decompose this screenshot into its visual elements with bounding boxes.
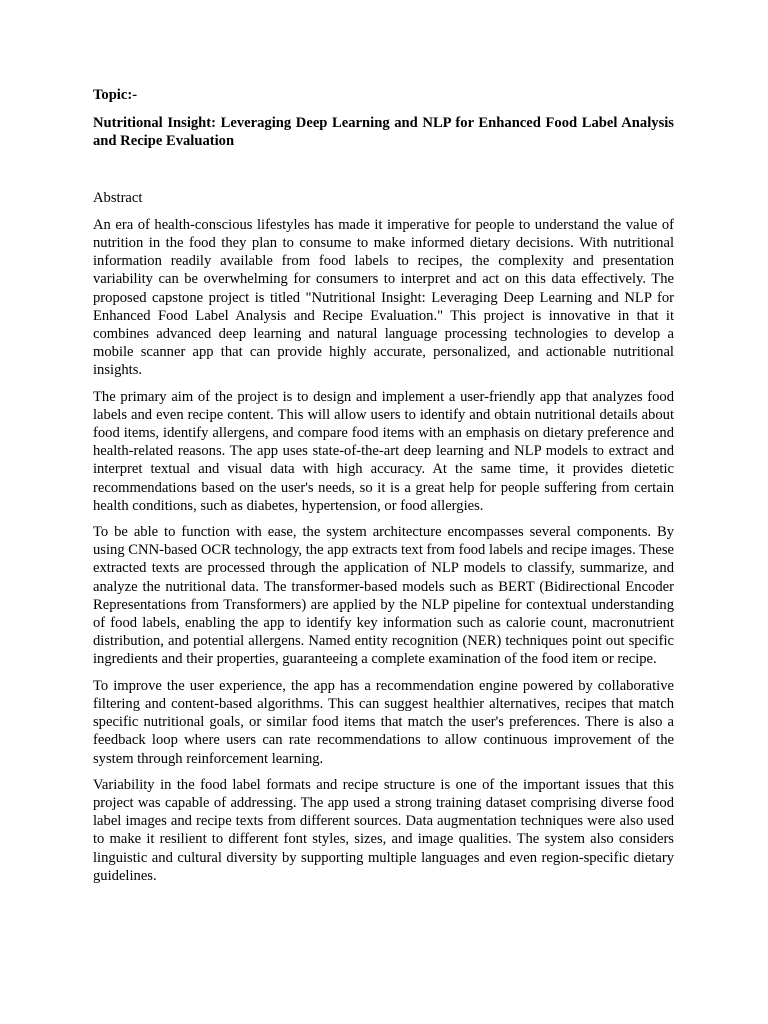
abstract-paragraph-5: Variability in the food label formats and recipe structure is one of the important issues that this project was capable of addressing. The app used a strong training dataset comprising diverse food label images and recipe texts from different sources. Data augmentation techniques were also used to make it resilient to different font styles, sizes, and image qualities. The system also considers linguistic and cultural diversity by supporting multiple languages and even region-specific dietary guidelines. — [93, 776, 674, 884]
abstract-paragraph-2: The primary aim of the project is to design and implement a user-friendly app that analyzes food labels and even recipe content. This will allow users to identify and obtain nutritional details about food items, identify allergens, and compare food items with an emphasis on dietary preference and health-related reasons. The app uses state-of-the-art deep learning and NLP models to extract and interpret textual and visual data with high accuracy. At the same time, it provides dietetic recommendations based on the user's needs, so it is a great help for people suffering from certain health conditions, such as diabetes, hypertension, or food allergies. — [93, 388, 674, 514]
abstract-paragraph-4: To improve the user experience, the app has a recommendation engine powered by collaborative filtering and content-based algorithms. This can suggest healthier alternatives, recipes that match specific nutritional goals, or similar food items that match the user's preferences. There is also a feedback loop where users can rate recommendations to allow continuous improvement of the system through reinforcement learning. — [93, 677, 674, 767]
abstract-paragraph-3: To be able to function with ease, the system architecture encompasses several components. By using CNN-based OCR technology, the app extracts text from food labels and recipe images. These extracted texts are processed through the application of NLP models to classify, summarize, and analyze the nutritional data. The transformer-based models such as BERT (Bidirectional Encoder Representations from Transformers) are applied by the NLP pipeline for contextual understanding of food labels, enabling the app to identify key information such as calorie count, macronutrient distribution, and potential allergens. Named entity recognition (NER) techniques point out specific ingredients and their properties, guaranteeing a complete examination of the food item or recipe. — [93, 524, 674, 668]
document-title: Nutritional Insight: Leveraging Deep Learning and NLP for Enhanced Food Label Analysis and Recipe Evaluation — [93, 115, 674, 150]
document-page — [93, 86, 674, 885]
abstract-heading: Abstract — [93, 189, 143, 206]
topic-label: Topic:- — [93, 87, 138, 103]
abstract-paragraph-1: An era of health-conscious lifestyles has made it imperative for people to understand the value of nutrition in the food they plan to consume to make informed dietary decisions. With nutritional information readily available from food labels to recipes, the complexity and presentation variability can be overwhelming for consumers to interpret and act on this data effectively. The proposed capstone project is titled "Nutritional Insight: Leveraging Deep Learning and NLP for Enhanced Food Label Analysis and Recipe Evaluation." This project is innovative in that it combines advanced deep learning and natural language processing technologies to develop a mobile scanner app that can provide highly accurate, personalized, and actionable nutritional insights. — [93, 216, 674, 379]
